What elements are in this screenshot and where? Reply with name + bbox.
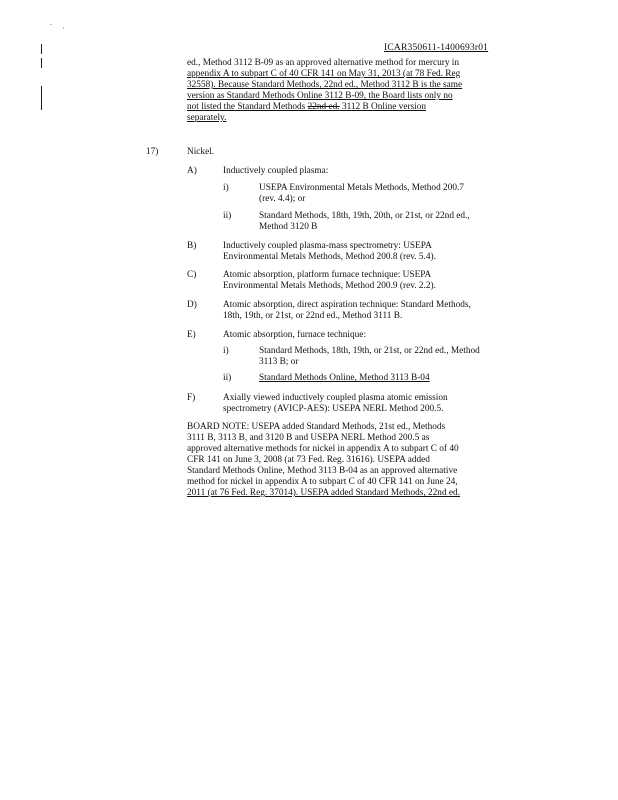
- board-note-line-6: method for nickel in appendix A to subpart C of 40 CFR 141 on June 24,: [187, 477, 458, 487]
- subitem-e-text: Atomic absorption, furnace technique:: [223, 330, 367, 340]
- intro-line-5: [187, 102, 426, 113]
- intro-line-1: ed., Method 3112 B-09 as an approved alternative method for mercury in: [187, 58, 460, 68]
- document-id-header: ICAR350611-1400693r01: [384, 43, 489, 53]
- subitem-c-letter: C): [187, 270, 197, 280]
- subitem-a-i-number: i): [223, 183, 229, 193]
- subitem-a-letter: A): [187, 166, 197, 176]
- intro-line-5-text: not listed the Standard Methods: [187, 102, 308, 112]
- revision-bar: [41, 86, 42, 110]
- subitem-d-letter: D): [187, 300, 197, 310]
- revision-bar: [41, 44, 42, 54]
- subitem-b-line-2: Environmental Metals Methods, Method 200.8 (rev. 5.4).: [223, 252, 436, 262]
- intro-line-3: 32558). Because Standard Methods, 22nd ed., Method 3112 B is the same: [187, 80, 463, 90]
- subitem-a-ii-line-1: Standard Methods, 18th, 19th, 20th, or 21st, or 22nd ed.,: [259, 211, 470, 221]
- intro-line-5-tail: 3112 B Online version: [339, 102, 427, 112]
- subitem-f-line-2: spectrometry (AVICP-AES): USEPA NERL Method 200.5.: [223, 404, 444, 414]
- intro-line-4-text: version as Standard Methods Online 3112 B-09, the Board: [187, 91, 408, 101]
- subitem-b-line-1: Inductively coupled plasma-mass spectrometry: USEPA: [223, 241, 432, 251]
- subitem-a-ii-number: ii): [223, 211, 232, 221]
- subitem-e-letter: E): [187, 330, 196, 340]
- subitem-a-i-line-2: (rev. 4.4); or: [259, 194, 306, 204]
- subitem-d-line-1: Atomic absorption, direct aspiration technique: Standard Methods,: [223, 300, 471, 310]
- board-note-line-7: 2011 (at 76 Fed. Reg. 37014). USEPA added Standard Methods, 22nd ed.: [187, 488, 461, 498]
- board-note-line-1: BOARD NOTE: USEPA added Standard Methods, 21st ed., Methods: [187, 422, 446, 432]
- scan-speck: ·: [62, 24, 65, 33]
- subitem-b-letter: B): [187, 241, 197, 251]
- intro-line-4: [187, 91, 453, 102]
- subitem-e-i-line-1: Standard Methods, 18th, 19th, or 21st, or 22nd ed., Method: [259, 346, 480, 356]
- subitem-a-text: Inductively coupled plasma:: [223, 166, 329, 176]
- board-note-line-2: 3111 B, 3113 B, and 3120 B and USEPA NERL Method 200.5 as: [187, 433, 430, 443]
- subitem-c-line-2: Environmental Metals Methods, Method 200.9 (rev. 2.2).: [223, 281, 436, 291]
- subitem-e-i-line-2: 3113 B; or: [259, 357, 299, 367]
- intro-line-6: separately.: [187, 113, 227, 123]
- board-note-line-4: CFR 141 on June 3, 2008 (at 73 Fed. Reg. 31616). USEPA added: [187, 455, 430, 465]
- subitem-e-i-number: i): [223, 346, 229, 356]
- revision-bar: [41, 58, 42, 68]
- item-number: 17): [146, 147, 159, 157]
- item-title: Nickel.: [187, 147, 215, 157]
- subitem-c-line-1: Atomic absorption, platform furnace technique: USEPA: [223, 270, 432, 280]
- board-note-line-5: Standard Methods Online, Method 3113 B-04 as an approved alternative: [187, 466, 458, 476]
- subitem-e-ii-number: ii): [223, 373, 232, 383]
- board-note-line-3: approved alternative methods for nickel in appendix A to subpart C of 40: [187, 444, 459, 454]
- subitem-f-line-1: Axially viewed inductively coupled plasma atomic emission: [223, 393, 448, 403]
- subitem-d-line-2: 18th, 19th, or 21st, or 22nd ed., Method 3111 B.: [223, 311, 403, 321]
- intro-line-4-struck: lists only no: [407, 91, 453, 101]
- subitem-a-i-line-1: USEPA Environmental Metals Methods, Method 200.7: [259, 183, 464, 193]
- subitem-a-ii-line-2: Method 3120 B: [259, 222, 318, 232]
- intro-line-2: appendix A to subpart C of 40 CFR 141 on May 31, 2013 (at 78 Fed. Reg: [187, 69, 461, 79]
- intro-line-5-struck: 22nd ed.: [307, 102, 340, 112]
- scan-speck: .: [50, 18, 52, 27]
- subitem-f-letter: F): [187, 393, 196, 403]
- subitem-e-ii-line-1: Standard Methods Online, Method 3113 B-04: [259, 373, 430, 383]
